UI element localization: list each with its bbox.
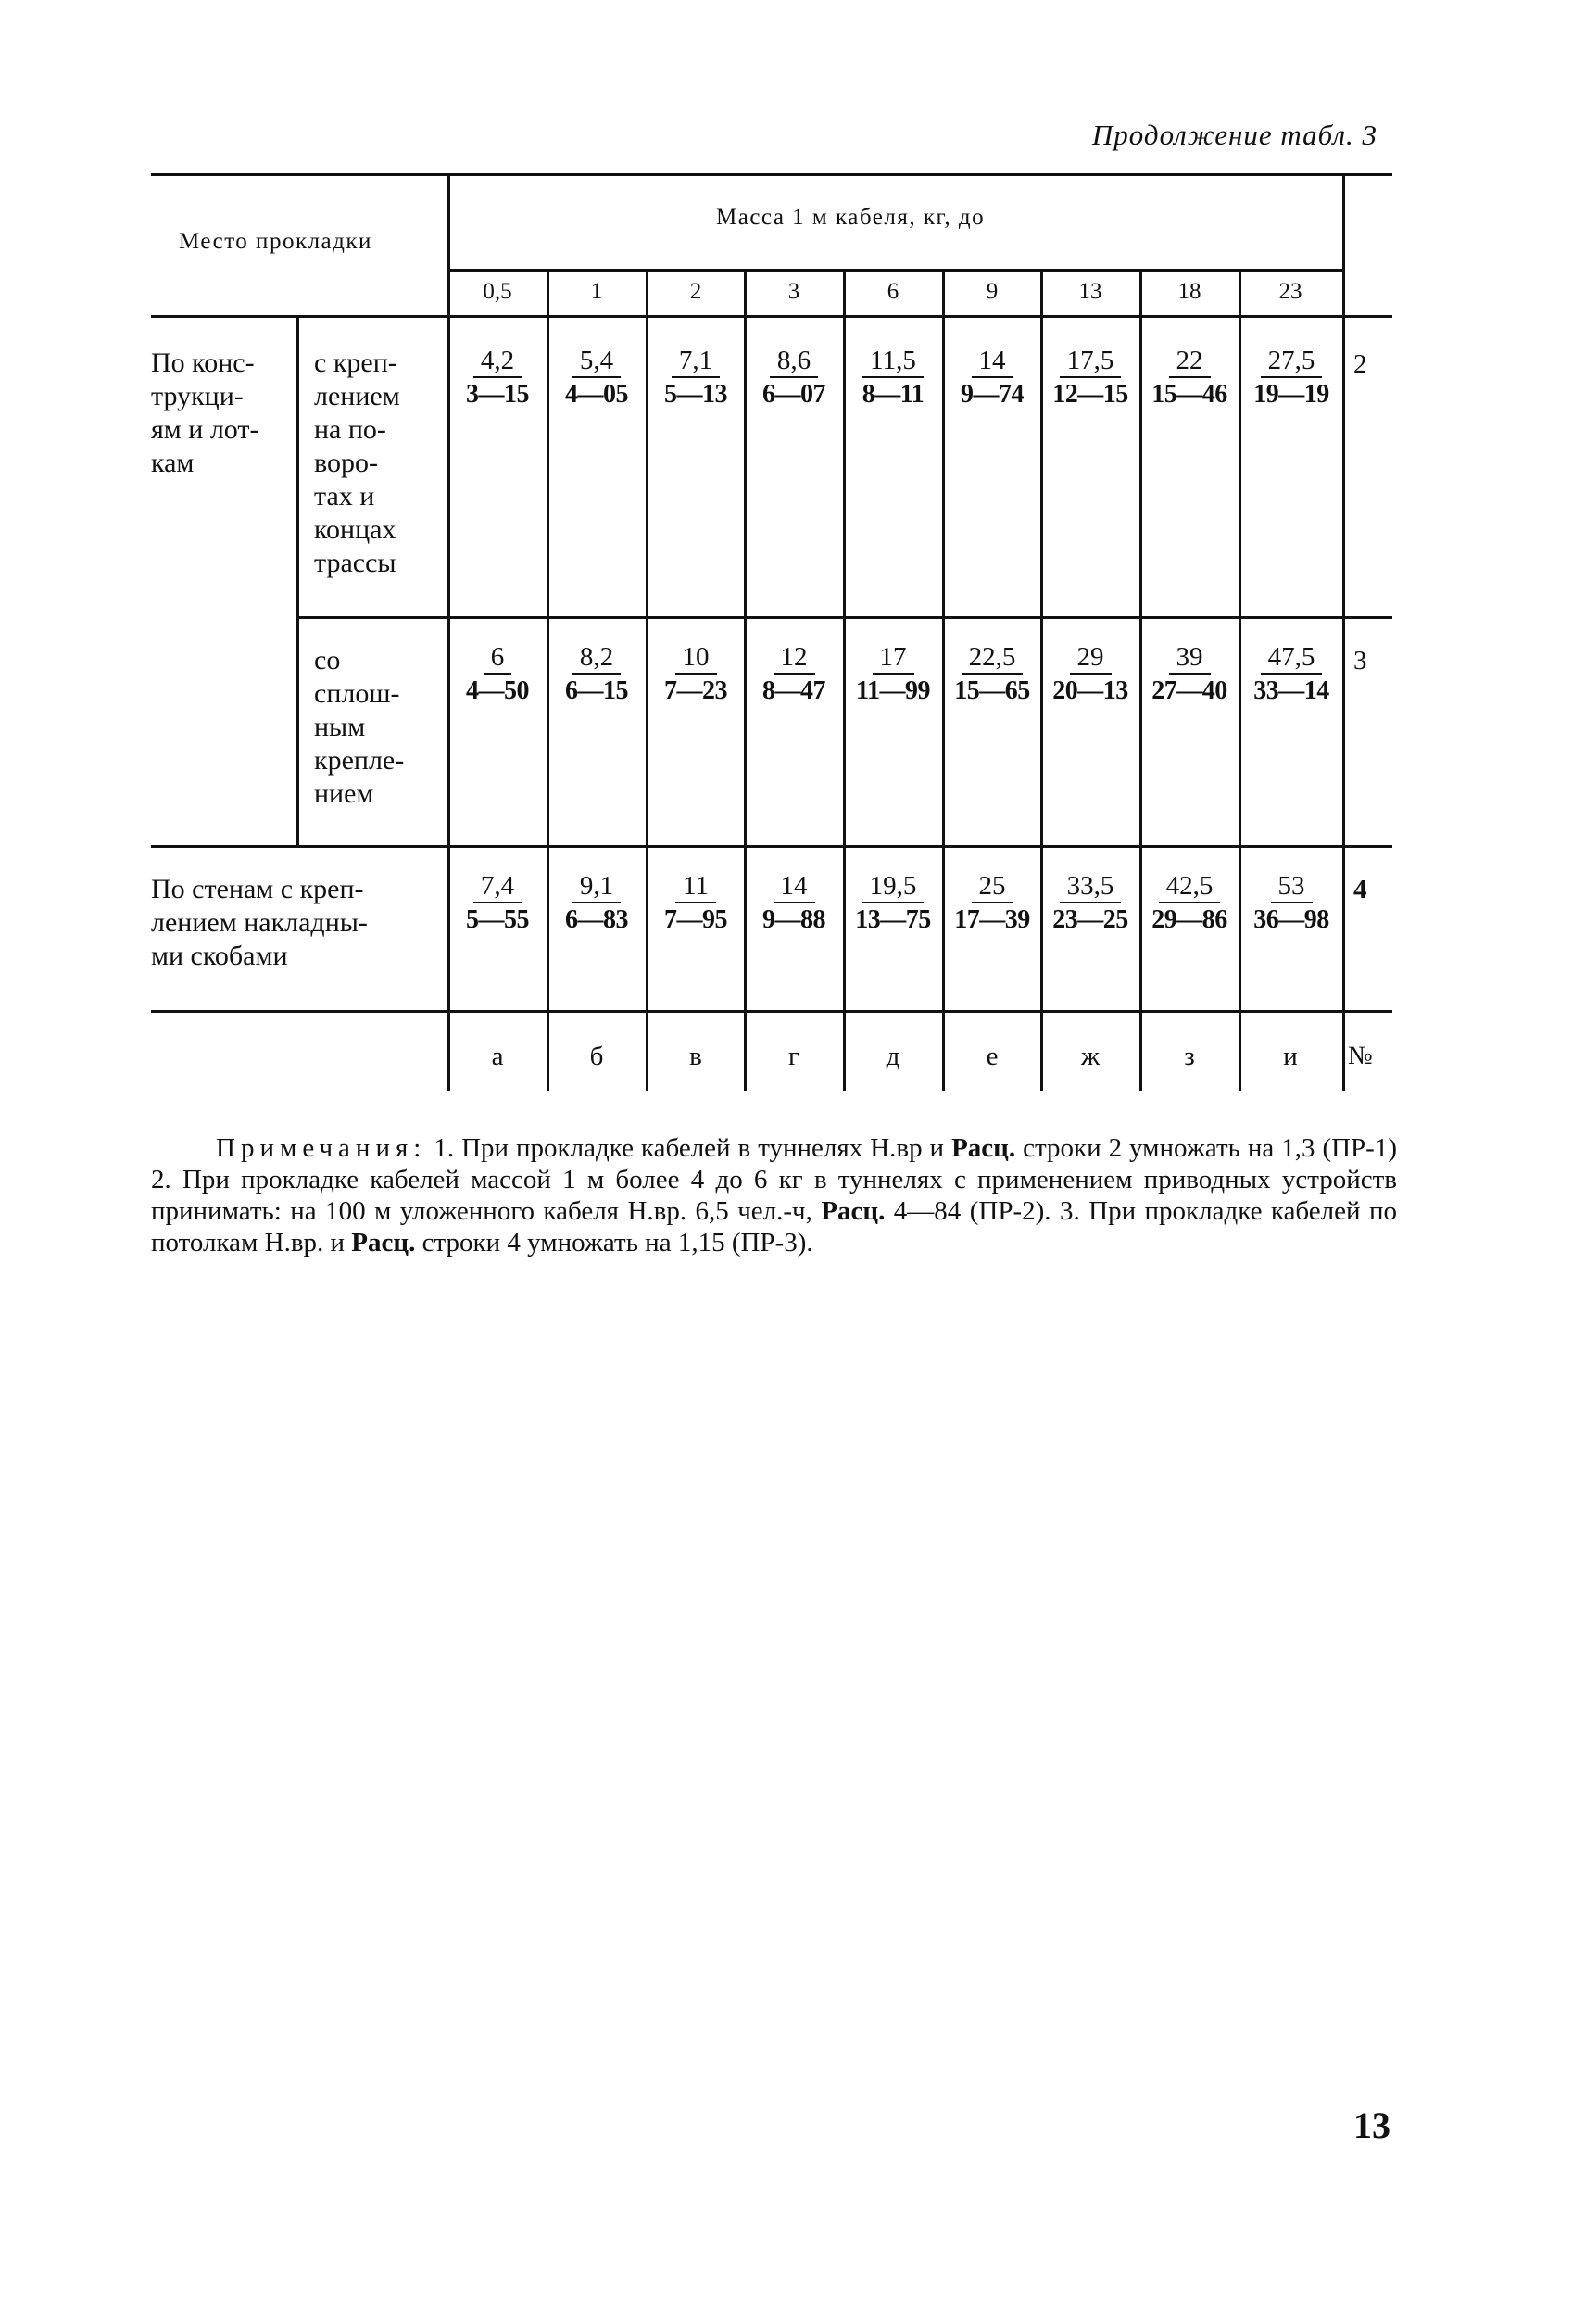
table-cell: 14 9—74 <box>961 346 1024 409</box>
mass-col-6: 13 <box>1078 279 1102 304</box>
row-number: 4 <box>1353 875 1367 904</box>
table-cell: 8,2 6—15 <box>565 642 628 705</box>
row-group-constructions: По конс- трукци- ям и лот- кам <box>151 347 259 478</box>
table-cell: 4,2 3—15 <box>466 346 529 409</box>
table-cell: 6 4—50 <box>466 642 529 705</box>
table-cell: 14 9—88 <box>762 871 825 934</box>
table-cell: 11,5 8—11 <box>862 346 925 409</box>
table-cell: 17,5 12—15 <box>1052 346 1128 409</box>
rule-mass-sub <box>449 269 1344 272</box>
row-subgroup-solid: со сплош- ным крепле- нием <box>314 645 405 809</box>
rule-top <box>151 173 1392 176</box>
table-cell: 19,5 13—75 <box>855 871 931 934</box>
table-cell: 5,4 4—05 <box>565 346 628 409</box>
column-letter: а <box>491 1042 504 1071</box>
table-cell: 42,5 29—86 <box>1151 871 1227 934</box>
mass-col-1: 1 <box>590 279 603 304</box>
row-group-walls: По стенам с креп- лением накладны- ми скобами <box>151 874 368 971</box>
rule-header-bottom <box>151 315 1392 318</box>
table-cell: 17 11—99 <box>856 642 930 705</box>
column-letter: г <box>788 1042 799 1071</box>
table-cell: 8,6 6—07 <box>762 346 825 409</box>
table-cell: 33,5 23—25 <box>1052 871 1128 934</box>
rule-row3 <box>151 845 1392 848</box>
table-cell: 27,5 19—19 <box>1253 346 1329 409</box>
table-cell: 7,1 5—13 <box>664 346 727 409</box>
table-cell: 10 7—23 <box>664 642 727 705</box>
rule-letters <box>151 1010 1392 1013</box>
column-letter: ж <box>1080 1042 1101 1071</box>
table-cell: 29 20—13 <box>1052 642 1128 705</box>
table-notes: Примечания: 1. При прокладке кабелей в туннелях Н.вр и Расц. строки 2 умножать на 1,3 (ПР-1) 2. При прокладке кабелей массой 1 м более 4 до 6 кг в туннелях с применением приводных устройств принимать: на 100 м уложенного кабеля Н.вр. 6,5 чел.-ч, Расц. 4—84 (ПР-2). 3. При прокладке кабелей по потолкам Н.вр. и Расц. строки 4 умножать на 1,15 (ПР-3). <box>151 1133 1397 1257</box>
place-header: Место прокладки <box>179 229 372 254</box>
cable-norms-table <box>151 173 1392 1091</box>
mass-col-2: 2 <box>689 279 702 304</box>
column-letter: в <box>689 1042 702 1071</box>
table-cell: 47,5 33—14 <box>1253 642 1329 705</box>
table-cell: 22,5 15—65 <box>954 642 1030 705</box>
column-letter: д <box>886 1042 900 1071</box>
column-letter: е <box>986 1042 999 1071</box>
table-cell: 39 27—40 <box>1151 642 1227 705</box>
mass-col-5: 9 <box>986 279 999 304</box>
row-number: 3 <box>1353 646 1367 676</box>
table-cell: 7,4 5—55 <box>466 871 529 934</box>
row-subgroup-turns: с креп- лением на по- воро- тах и концах трассы <box>314 347 400 578</box>
mass-col-3: 3 <box>787 279 800 304</box>
column-letter: и <box>1283 1042 1298 1071</box>
number-sign: № <box>1348 1042 1373 1070</box>
column-letter: з <box>1184 1042 1195 1071</box>
mass-col-8: 23 <box>1278 279 1302 304</box>
mass-col-7: 18 <box>1177 279 1201 304</box>
rule-subrow <box>299 616 1392 619</box>
column-letter: б <box>589 1042 604 1071</box>
page-number: 13 <box>1353 2104 1390 2146</box>
mass-col-0: 0,5 <box>483 279 512 304</box>
mass-header: Масса 1 м кабеля, кг, до <box>716 205 986 230</box>
table-cell: 12 8—47 <box>762 642 825 705</box>
table-cell: 25 17—39 <box>954 871 1030 934</box>
table-cell: 22 15—46 <box>1151 346 1227 409</box>
rule-col-last <box>1342 173 1345 1091</box>
table-cell: 11 7—95 <box>664 871 727 934</box>
table-cell: 53 36—98 <box>1253 871 1329 934</box>
table-cell: 9,1 6—83 <box>565 871 628 934</box>
rule-group-divider <box>296 315 299 845</box>
table-continuation-label: Продолжение табл. 3 <box>1091 119 1377 151</box>
mass-col-4: 6 <box>887 279 899 304</box>
rule-col-0 <box>447 173 450 1091</box>
row-number: 2 <box>1353 349 1367 379</box>
notes-label: Примечания: <box>216 1133 427 1163</box>
